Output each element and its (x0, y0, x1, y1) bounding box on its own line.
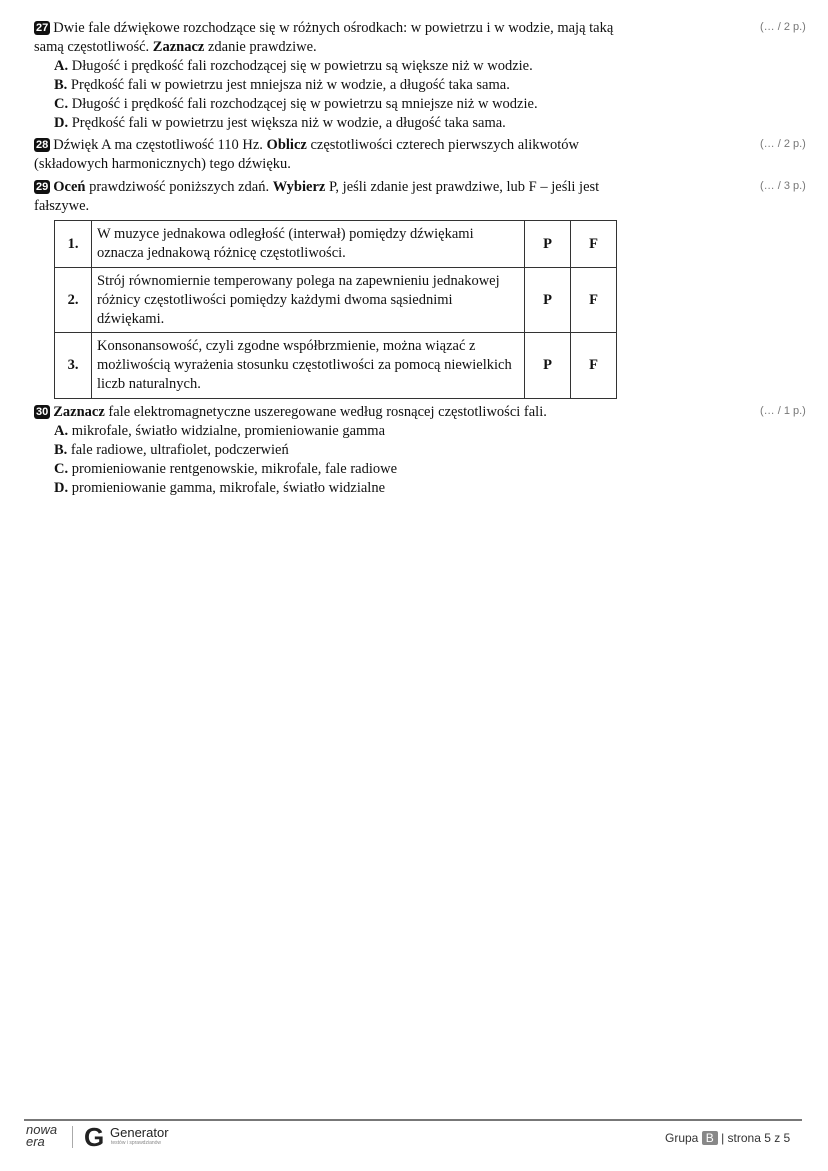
generator-logo-icon: G (84, 1122, 105, 1152)
question-27: 27 Dwie fale dźwiękowe rozchodzące się w różnych ośrodkach: w powietrzu i w wodzie, mają taką samą częstotliwość. Zaznacz zdanie prawdziwe. A. Długość i prędkość fali rozchodzącej się w powietrzu są większe niż w wodzie. B. Prędkość fali w powietrzu jest mniejsza niż w wodzie, a długość taka sama. C. Długość i prędkość fali rozchodzącej się w powietrzu są mniejsze niż w wodzie. D. Prędkość fali w powietrzu jest większa niż w wodzie, a długość taka sama. (34, 19, 624, 133)
points: (… / 1 p.) (760, 405, 806, 417)
option[interactable]: C. Długość i prędkość fali rozchodzącej się w powietrzu są mniejsze niż w wodzie. (54, 96, 538, 112)
table-row: 3. Konsonansowość, czyli zgodne współbrzmienie, można wiązać z możliwością wyrażenia stosunku częstotliwości za pomocą niewielkich liczb naturalnych. P F (55, 333, 617, 399)
table-row: 2. Strój równomiernie temperowany polega na zapewnieniu jednakowej różnicy częstotliwości pomiędzy każdymi dwoma sąsiednimi dźwiękami. P F (55, 268, 617, 333)
answer-f[interactable]: F (571, 221, 617, 268)
page-info: Grupa B | strona 5 z 5 (665, 1131, 791, 1145)
exam-page: 27 Dwie fale dźwiękowe rozchodzące się w różnych ośrodkach: w powietrzu i w wodzie, mają taką samą częstotliwość. Zaznacz zdanie prawdziwe. A. Długość i prędkość fali rozchodzącej się w powietrzu są większe niż w wodzie. B. Prędkość fali w powietrzu jest mniejsza niż w wodzie, a długość taka sama. C. Długość i prędkość fali rozchodzącej się w powietrzu są mniejsze niż w wodzie. D. Prędkość fali w powietrzu jest większa niż w wodzie, a długość taka sama. (… / 2 p.) 28 Dźwięk A ma częstotliwość 110 Hz. Oblicz częstotliwości czterech pierwszych alikwotów (składowych harmonicznych) tego dźwięku. (… / 2 p.) 29 Oceń prawdziwość poniższych zdań. Wybierz P, jeśli zdanie jest prawdziwe, lub F – jeśli jest fałszywe. (… / 3 p.) 1. W muzyce jednakowa odległość (interwał) pomiędzy dźwiękami oznacza jednakową różnicę częstotliwości. P F 2. Strój równomiernie temperowany polega na zapewnieniu jednakowej różnicy częstotliwości pomiędzy każdymi dwoma sąsiednimi dźwiękami. P F 3. Konsonansowość, czyli zgodne współbrzmienie, można wiązać z możliwością wyrażenia stosunku częstotliwości za pomocą niewielkich liczb naturalnych. P F 30 Zaznacz fale elektromagnetyczne uszeregowane według rosnącej częstotliwości fali. A. mikrofale, światło widzialne, promieniowanie gamma B. fale radiowe, ultrafiolet, podczerwień C. promieniowanie rentgenowskie, mikrofale, fale radiowe D. promieniowanie gamma, mikrofale, światło widzialne (… / 1 p.) nowa era G Generator testów i sprawdzianów Grupa B | strona 5 z 5 (0, 0, 828, 1171)
logo-divider (72, 1126, 73, 1148)
question-30: 30 Zaznacz fale elektromagnetyczne uszeregowane według rosnącej częstotliwości fali. A. mikrofale, światło widzialne, promieniowanie gamma B. fale radiowe, ultrafiolet, podczerwień C. promieniowanie rentgenowskie, mikrofale, fale radiowe D. promieniowanie gamma, mikrofale, światło widzialne (34, 403, 654, 498)
answer-f[interactable]: F (571, 333, 617, 399)
footer-divider (24, 1119, 802, 1121)
answer-p[interactable]: P (525, 268, 571, 333)
option[interactable]: C. promieniowanie rentgenowskie, mikrofale, fale radiowe (54, 461, 398, 477)
option[interactable]: B. fale radiowe, ultrafiolet, podczerwień (54, 442, 289, 458)
group-badge: B (702, 1131, 718, 1145)
option[interactable]: B. Prędkość fali w powietrzu jest mniejsza niż w wodzie, a długość taka sama. (54, 77, 510, 93)
option[interactable]: A. mikrofale, światło widzialne, promieniowanie gamma (54, 423, 385, 439)
option[interactable]: D. promieniowanie gamma, mikrofale, światło widzialne (54, 480, 385, 496)
points: (… / 3 p.) (760, 180, 806, 192)
true-false-table (54, 220, 617, 399)
question-29: 29 Oceń prawdziwość poniższych zdań. Wybierz P, jeśli zdanie jest prawdziwe, lub F – jeśli jest fałszywe. (34, 179, 600, 214)
answer-f[interactable]: F (571, 268, 617, 333)
points: (… / 2 p.) (760, 138, 806, 150)
answer-p[interactable]: P (525, 333, 571, 399)
option[interactable]: D. Prędkość fali w powietrzu jest większa niż w wodzie, a długość taka sama. (54, 115, 506, 131)
option[interactable]: A. Długość i prędkość fali rozchodzącej się w powietrzu są większe niż w wodzie. (54, 58, 533, 74)
generator-logo: Generator (110, 1125, 169, 1140)
points: (… / 2 p.) (760, 21, 806, 33)
nowa-era-logo: nowa era (26, 1122, 58, 1149)
question-28: 28 Dźwięk A ma częstotliwość 110 Hz. Oblicz częstotliwości czterech pierwszych alikwotów (składowych harmonicznych) tego dźwięku. (34, 137, 580, 172)
answer-p[interactable]: P (525, 221, 571, 268)
question-number: 27 (36, 22, 49, 34)
table-row: 1. W muzyce jednakowa odległość (interwał) pomiędzy dźwiękami oznacza jednakową różnicę częstotliwości. P F (55, 221, 617, 268)
